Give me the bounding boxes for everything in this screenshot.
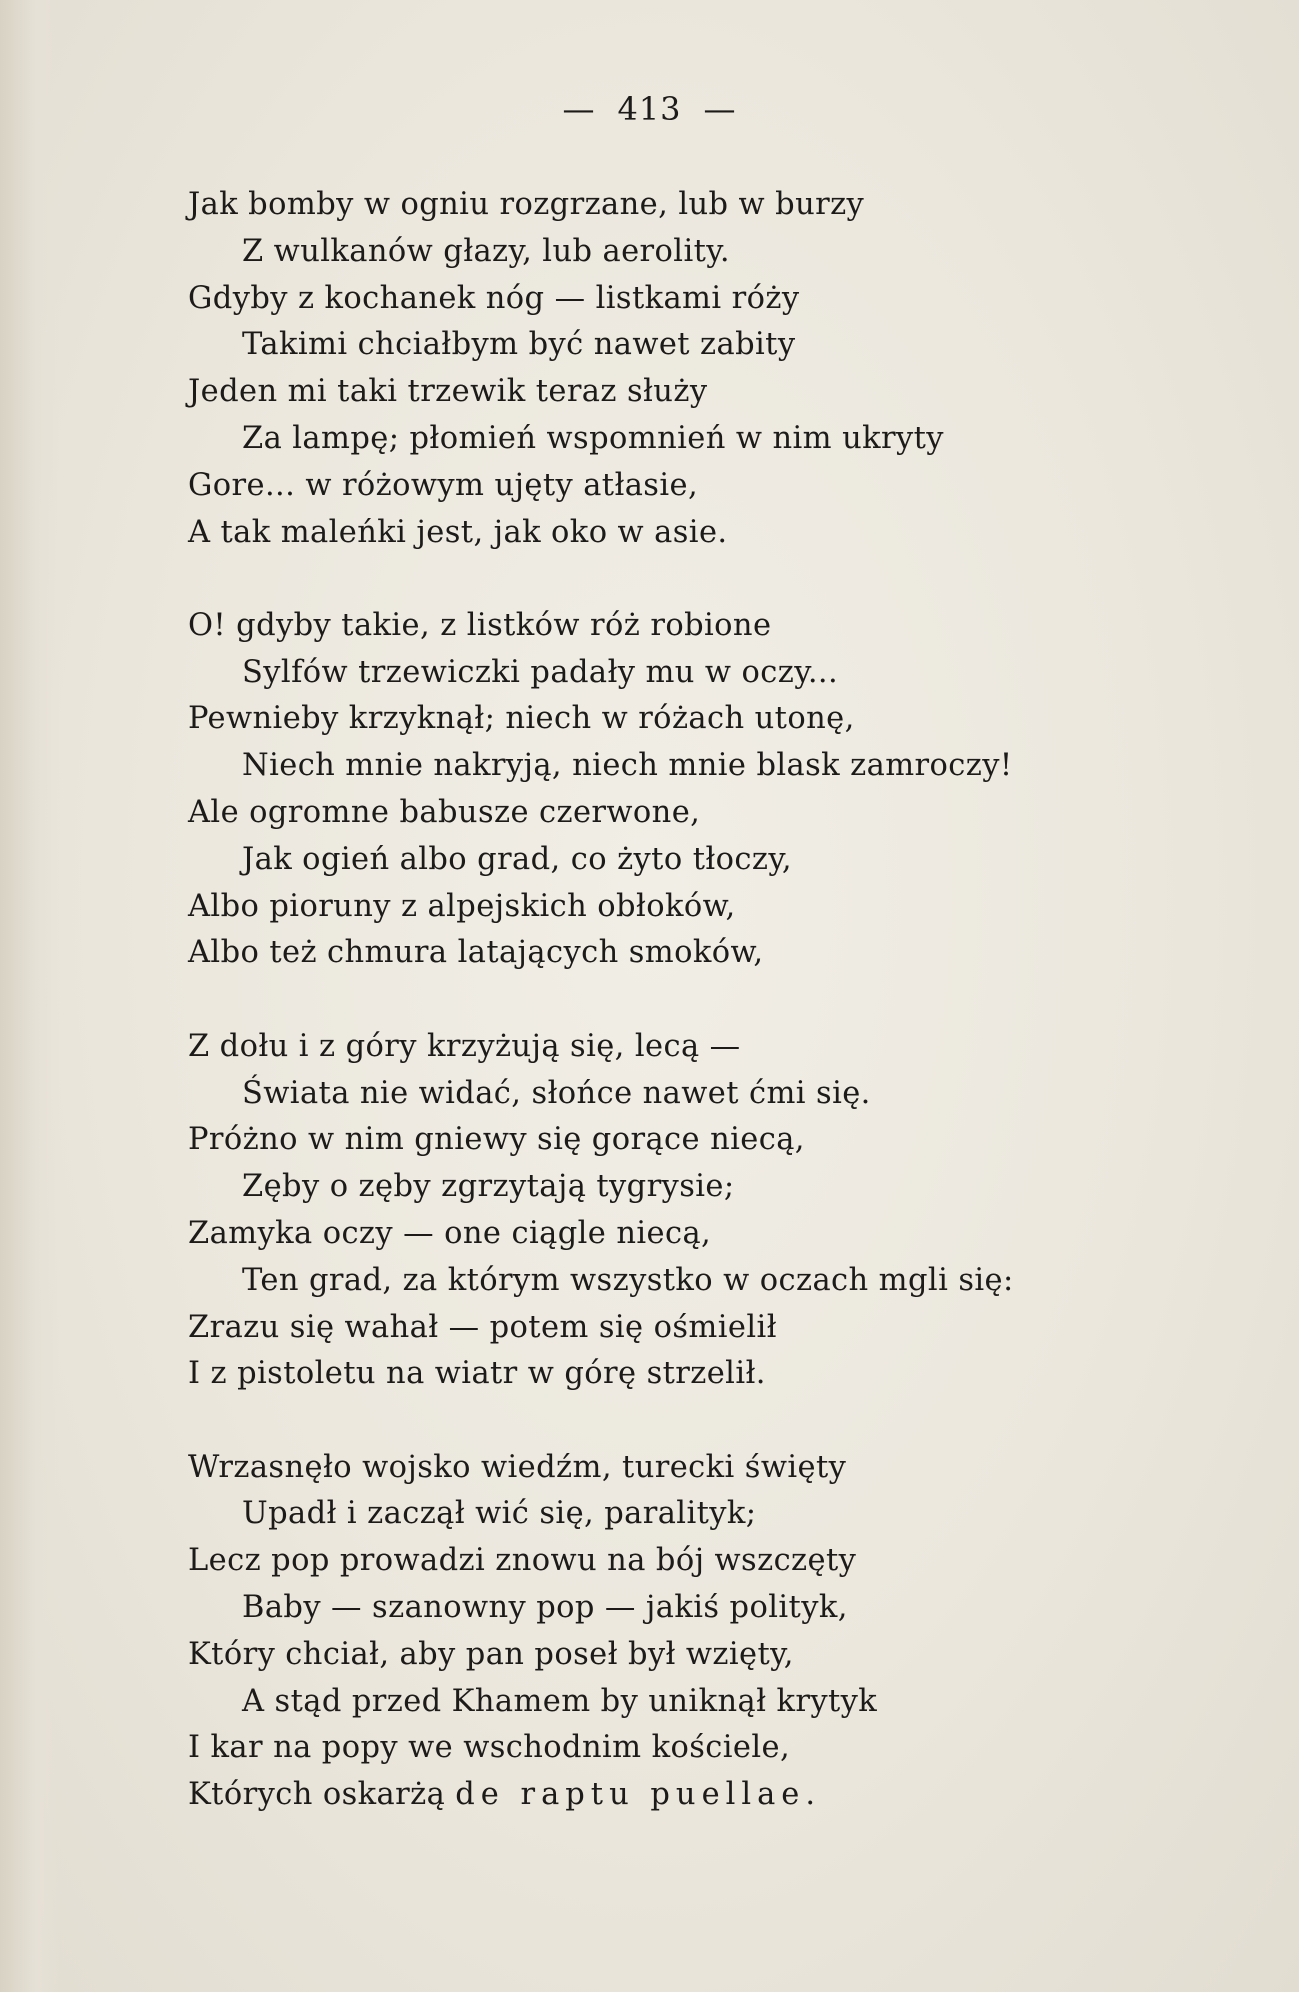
verse-text: Z wulkanów głazy, lub aerolity.	[242, 233, 730, 269]
verse-line	[188, 1164, 1188, 1211]
verse-text: Albo pioruny z alpejskich obłoków,	[188, 888, 736, 924]
header-dash-right: —	[703, 90, 737, 128]
verse-line	[188, 1725, 1188, 1772]
verse-text: Niech mnie nakryją, niech mnie blask zamroczy!	[242, 748, 1013, 784]
verse-line	[188, 1772, 1188, 1819]
verse-text: Pewnieby krzyknął; niech w różach utonę,	[188, 701, 855, 737]
verse-text: A stąd przed Khamem by uniknął krytyk	[242, 1683, 878, 1719]
stanza-gap	[188, 1398, 1188, 1445]
stanza	[188, 603, 1188, 977]
verse-text: Gdyby z kochanek nóg — listkami róży	[188, 280, 800, 316]
verse-text: Ten grad, za którym wszystko w oczach mgli się:	[242, 1262, 1014, 1298]
verse-line	[188, 743, 1188, 790]
stanza-gap	[188, 977, 1188, 1024]
verse-text: Próżno w nim gniewy się gorące niecą,	[188, 1122, 805, 1158]
verse-text: Zamyka oczy — one ciągle niecą,	[188, 1215, 712, 1251]
verse-line	[188, 510, 1188, 557]
verse-text: Jeden mi taki trzewik teraz służy	[188, 374, 708, 410]
verse-line	[188, 182, 1188, 229]
verse-line	[188, 1071, 1188, 1118]
stanza	[188, 1024, 1188, 1398]
verse-line	[188, 1305, 1188, 1352]
verse-text: Wrzasnęło wojsko wiedźm, turecki święty	[188, 1449, 847, 1485]
page-gutter-shadow	[0, 0, 60, 1992]
header-dash-left: —	[562, 90, 596, 128]
stanza	[188, 182, 1188, 556]
verse-text: Zrazu się wahał — potem się ośmielił	[188, 1309, 777, 1345]
verse-line	[188, 1211, 1188, 1258]
verse-line	[188, 790, 1188, 837]
verse-line	[188, 229, 1188, 276]
verse-text: Zęby o zęby zgrzytają tygrysie;	[242, 1169, 735, 1205]
verse-text: Gore... w różowym ujęty atłasie,	[188, 467, 699, 503]
verse-text: Jak ogień albo grad, co żyto tłoczy,	[242, 841, 793, 877]
verse-line	[188, 696, 1188, 743]
verse-text: Z dołu i z góry krzyżują się, lecą —	[188, 1028, 741, 1064]
verse-text: I kar na popy we wschodnim kościele,	[188, 1730, 791, 1766]
page-header	[0, 90, 1299, 128]
verse-text: A tak maleńki jest, jak oko w asie.	[188, 514, 728, 550]
verse-line	[188, 276, 1188, 323]
verse-text: O! gdyby takie, z listków róż robione	[188, 607, 772, 643]
verse-line	[188, 416, 1188, 463]
verse-line	[188, 369, 1188, 416]
poem-text	[188, 182, 1188, 1819]
verse-text: Takimi chciałbym być nawet zabity	[242, 327, 796, 363]
verse-line	[188, 650, 1188, 697]
verse-line	[188, 837, 1188, 884]
verse-text: Baby — szanowny pop — jakiś polityk,	[242, 1590, 848, 1626]
verse-line	[188, 1351, 1188, 1398]
verse-line	[188, 884, 1188, 931]
verse-line	[188, 1117, 1188, 1164]
verse-line	[188, 603, 1188, 650]
verse-text: Lecz pop prowadzi znowu na bój wszczęty	[188, 1543, 857, 1579]
verse-text: Jak bomby w ogniu rozgrzane, lub w burzy	[188, 187, 865, 222]
spaced-latin-phrase: de raptu puellae.	[455, 1777, 822, 1813]
verse-line	[188, 1538, 1188, 1585]
verse-line	[188, 1585, 1188, 1632]
verse-text: Który chciał, aby pan poseł był wzięty,	[188, 1636, 794, 1672]
verse-text: I z pistoletu na wiatr w górę strzelił.	[188, 1356, 766, 1392]
verse-text: Sylfów trzewiczki padały mu w oczy...	[242, 654, 839, 690]
verse-line	[188, 322, 1188, 369]
verse-line	[188, 1679, 1188, 1726]
verse-line	[188, 1491, 1188, 1538]
verse-text: Za lampę; płomień wspomnień w nim ukryty	[242, 420, 944, 456]
page-number: 413	[617, 90, 682, 128]
verse-text: Ale ogromne babusze czerwone,	[188, 795, 701, 831]
verse-line	[188, 1258, 1188, 1305]
verse-text: Albo też chmura latających smoków,	[188, 935, 764, 971]
stanza	[188, 1445, 1188, 1819]
verse-text: Upadł i zaczął wić się, paralityk;	[242, 1496, 757, 1532]
verse-text: Których oskarżą	[188, 1777, 456, 1813]
stanza-gap	[188, 556, 1188, 603]
verse-line	[188, 463, 1188, 510]
verse-line	[188, 1024, 1188, 1071]
verse-line	[188, 1445, 1188, 1492]
verse-line	[188, 930, 1188, 977]
verse-line	[188, 1632, 1188, 1679]
verse-text: Świata nie widać, słońce nawet ćmi się.	[242, 1075, 871, 1111]
